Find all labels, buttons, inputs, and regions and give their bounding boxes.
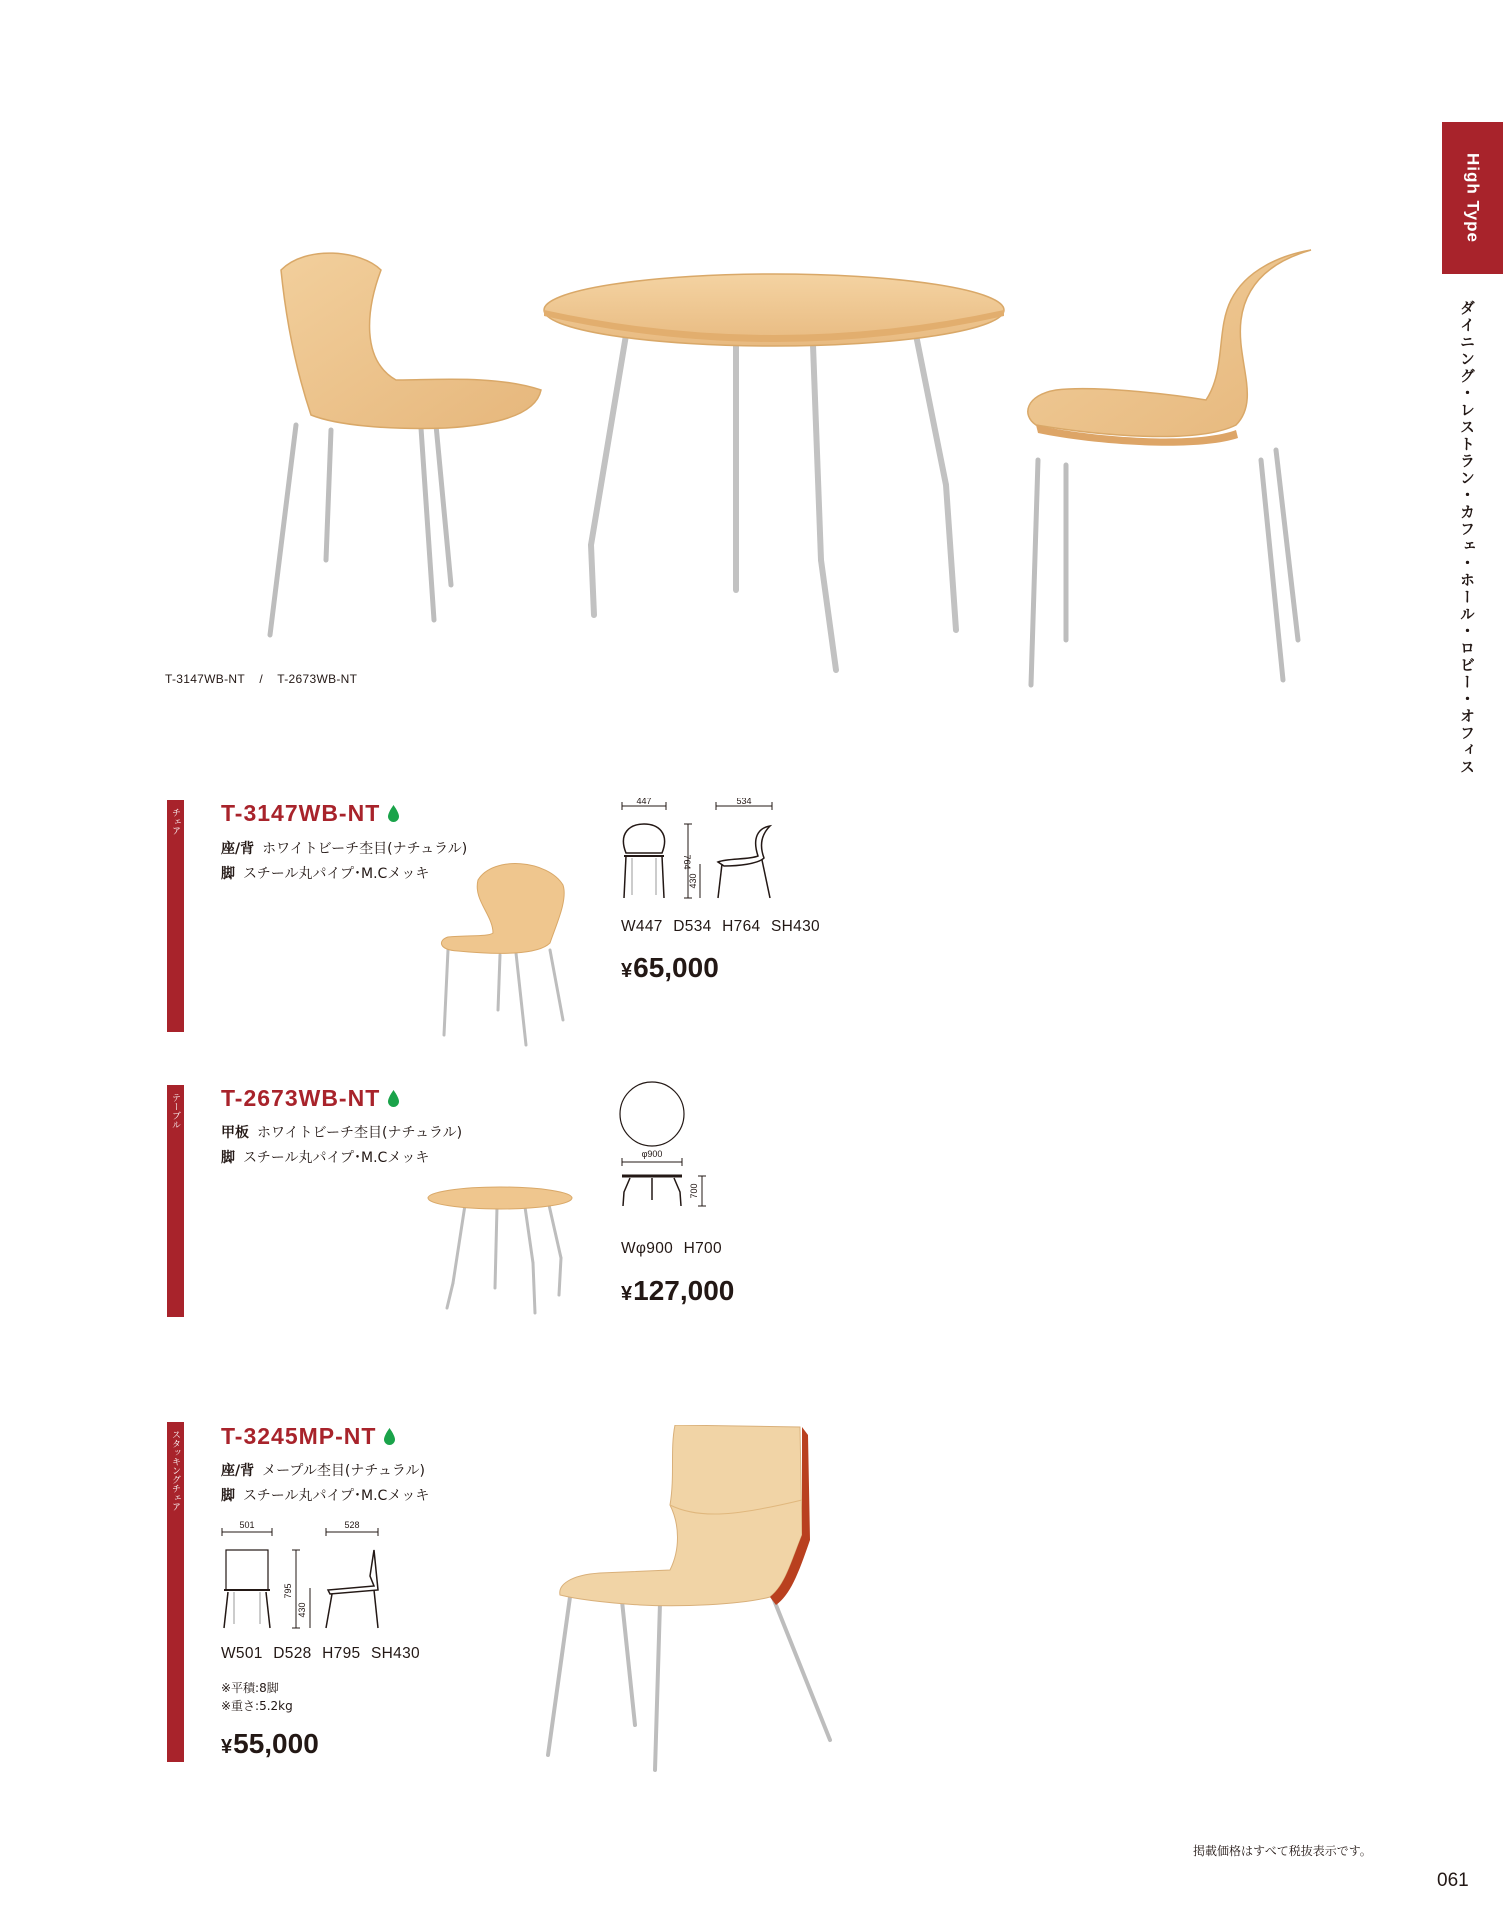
drawing-height-label: 700: [689, 1183, 699, 1199]
spec-value: スチール丸パイプ･M.Cメッキ: [243, 1150, 430, 1166]
hero-caption-left: T-3147WB-NT: [165, 672, 245, 686]
drawing-depth-label: 534: [736, 798, 752, 806]
price-t3245: [221, 1728, 319, 1760]
note-weight: ※重さ:5.2kg: [221, 1699, 293, 1713]
product-name-text: T-3245MP-NT: [221, 1423, 377, 1449]
dimensions-t3245: W501 D528 H795 SH430: [221, 1645, 420, 1662]
drawing-height-label: 795: [283, 1583, 293, 1599]
dimension-drawing-t3245: [218, 1520, 383, 1630]
spec-label: 脚: [221, 1488, 235, 1504]
spec-label: 座/背: [221, 841, 255, 857]
product-name-text: T-2673WB-NT: [221, 1085, 381, 1111]
section-label-stacking-chair: スタッキングチェア: [170, 1430, 180, 1511]
spec-legs: [221, 1147, 429, 1167]
section-label-chair: チェア: [170, 808, 180, 835]
dimensions-t3147: W447 D534 H764 SH430: [621, 918, 820, 935]
product-photo-t2673: [425, 1183, 575, 1318]
spec-top-board: [221, 1122, 462, 1142]
hero-left-chair: [270, 425, 451, 635]
side-tab-label: High Type: [1463, 153, 1483, 243]
spec-label: 甲板: [221, 1125, 249, 1141]
currency-symbol: ¥: [621, 1283, 633, 1305]
drawing-height-label: 764: [682, 854, 692, 870]
product-photo-t3147: [438, 855, 578, 1050]
spec-legs: [221, 1485, 429, 1505]
currency-symbol: ¥: [221, 1736, 233, 1758]
price-value: 65,000: [633, 952, 719, 983]
hero-right-chair: [1031, 450, 1298, 685]
drawing-seat-height-label: 430: [688, 873, 698, 889]
spec-label: 脚: [221, 1150, 235, 1166]
spec-value: ホワイトビーチ杢目(ナチュラル): [262, 841, 468, 857]
page-number: 061: [1437, 1870, 1469, 1891]
hero-caption-separator: /: [259, 672, 263, 686]
drawing-seat-height-label: 430: [297, 1602, 307, 1618]
product-name-t3245: [221, 1423, 395, 1450]
currency-symbol: ¥: [621, 960, 633, 982]
drawing-depth-label: 528: [344, 1520, 360, 1530]
spec-value: スチール丸パイプ･M.Cメッキ: [243, 866, 430, 882]
drawing-diameter-label: φ900: [641, 1149, 663, 1159]
product-name-t3147: [221, 800, 399, 827]
spec-label: 座/背: [221, 1463, 255, 1479]
hero-photo: [196, 190, 1326, 700]
spec-seat-back: [221, 1460, 425, 1480]
price-value: 127,000: [633, 1275, 735, 1306]
product-name-t2673: [221, 1085, 399, 1112]
eco-leaf-icon: [388, 805, 399, 822]
spec-value: メープル杢目(ナチュラル): [262, 1463, 425, 1479]
spec-label: 脚: [221, 866, 235, 882]
tax-footnote: 掲載価格はすべて税抜表示です。: [1193, 1844, 1372, 1858]
product-photo-t3245: [540, 1425, 840, 1780]
eco-leaf-icon: [388, 1090, 399, 1107]
price-t2673: [621, 1275, 734, 1307]
hero-caption-right: T-2673WB-NT: [277, 672, 358, 686]
product-name-text: T-3147WB-NT: [221, 800, 381, 826]
price-t3147: [621, 952, 719, 984]
hero-table: [591, 335, 956, 670]
dimension-drawing-t3147: [618, 798, 778, 903]
drawing-width-label: 447: [636, 798, 652, 806]
side-categories: ダイニング・レストラン・カフェ・ホール・ロビー・オフィス: [1458, 300, 1476, 776]
spec-value: ホワイトビーチ杢目(ナチュラル): [257, 1125, 463, 1141]
price-value: 55,000: [233, 1728, 319, 1759]
spec-seat-back: [221, 838, 467, 858]
spec-value: スチール丸パイプ･M.Cメッキ: [243, 1488, 430, 1504]
hero-caption: [165, 672, 357, 686]
eco-leaf-icon: [384, 1428, 395, 1445]
dimension-drawing-t2673: [618, 1080, 718, 1230]
drawing-width-label: 501: [239, 1520, 255, 1530]
dimensions-t2673: Wφ900 H700: [621, 1240, 722, 1257]
section-label-table: テーブル: [170, 1093, 180, 1129]
note-stacking: ※平積:8脚: [221, 1681, 279, 1695]
spec-legs: [221, 863, 429, 883]
